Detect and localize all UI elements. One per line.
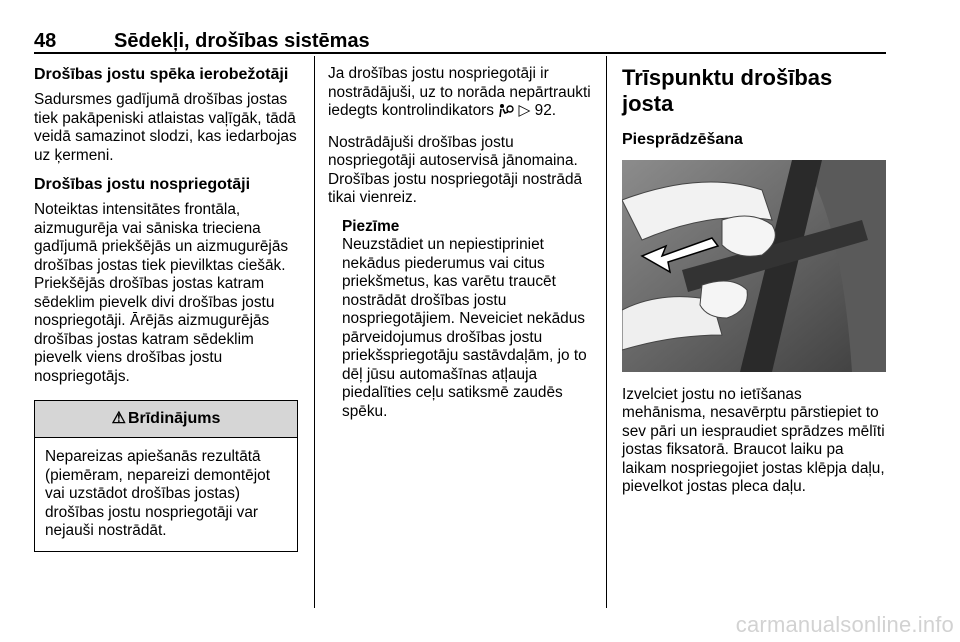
paragraph-pretensioners: Noteiktas intensitātes frontāla, aizmugurēja vai sāniska trieciena gadījumā priekšējās un aizmugurējās drošības jostas tiek pievilktas ciešāk. Priekšējās drošības jostas katram sēdeklim pievelk divi drošības jostu nospriegotāji. Ārējās aizmugurējās drošības jostas katram sēdeklim pievelk viens drošības jostu nospriegotājs. (34, 201, 289, 385)
airbag-indicator-icon (498, 103, 514, 124)
fastening-paragraph: Izvelciet jostu no ietīšanas mehānisma, nesavērptu pārstiepiet to sev pāri un iespraudiet sprādzes mēlīti jostas fiksatorā. Braucot laiku pa laikam nospriegojiet jostas klēpja daļu, pievelkot jostas pleca daļu. (622, 385, 885, 495)
warning-text: Nepareizas apiešanās rezultātā (piemēram, nepareizi demontējot vai uzstādot drošības jostas) drošības jostu nospriegotāji var nejauši nostrādāt. (45, 448, 270, 539)
heading-force-limiters: Drošības jostu spēka ierobežotāji (34, 66, 289, 83)
warning-box (34, 400, 298, 552)
page-header (34, 30, 886, 52)
note-title: Piezīme (342, 217, 400, 235)
watermark-brand: carmanualsonline.info (735, 612, 954, 637)
section-title: Sēdekļi, drošības sistēmas (114, 30, 370, 52)
column-3 (622, 65, 888, 507)
header-rule (34, 52, 886, 54)
paragraph-replacement: Nostrādājuši drošības jostu nospriegotāji autoservisā jānomaina. Drošības jostu nospriegotāji nostrādā tikai vienreiz. (328, 133, 583, 206)
column-1 (34, 65, 298, 552)
page-number: 48 (34, 30, 57, 52)
paragraph-force-limiters: Sadursmes gadījumā drošības jostas tiek pakāpeniski atlaistas vaļīgāk, tādā veidā samazinot slodzi, kas iedarbojas uz ķermeni. (34, 91, 297, 164)
column-2 (328, 65, 594, 421)
fastening-subtitle: Piesprādzēšana (622, 131, 743, 148)
note-block (342, 218, 594, 422)
note-text: Neuzstādiet un nepiestipriniet nekādus piederumus vai citus priekšmetus, kas varētu traucēt nostrādāt drošības jostu nospriegotājiem. Neveiciet nekādus pārveidojumus drošības jostu priekšspriegotāju sastāvdaļām, jo to dēļ jūsu automašīnas atļauja piedalīties ceļu satiksmē zaudēs spēku. (342, 236, 587, 420)
column-divider-1 (314, 56, 315, 608)
warning-triangle-icon: ⚠ (111, 409, 126, 427)
warning-title: Brīdinājums (127, 409, 221, 427)
paragraph-indicator (328, 65, 594, 124)
three-point-belt-title: Trīspunktu drošības josta (622, 65, 833, 116)
warning-header (35, 401, 297, 438)
page-reference: ▷ 92. (518, 102, 557, 119)
indicator-text: Ja drošības jostu nospriegotāji ir nostrādājuši, uz to norāda nepārtraukti iedegts kontrolindikators (328, 65, 591, 119)
seat-belt-illustration (622, 160, 886, 372)
heading-pretensioners: Drošības jostu nospriegotāji (34, 176, 251, 193)
column-divider-2 (606, 56, 607, 608)
